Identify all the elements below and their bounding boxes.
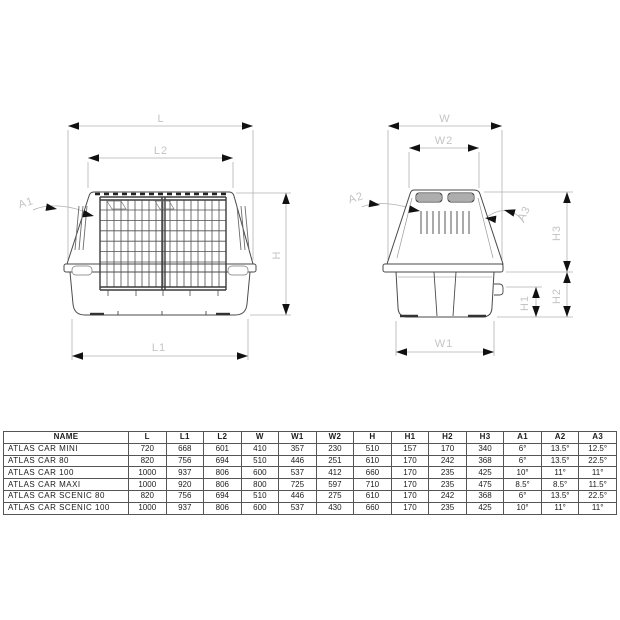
spec-col-header-a2: A2 [541,432,579,444]
spec-col-header-h1: H1 [391,432,429,444]
spec-value: 601 [204,443,242,455]
spec-value: 11.5° [579,479,617,491]
spec-col-header-h3: H3 [466,432,504,444]
spec-value: 537 [279,467,317,479]
dim-label-L1: L1 [151,342,167,354]
spec-value: 368 [466,455,504,467]
spec-value: 660 [354,467,392,479]
spec-row [4,490,617,502]
spec-value: 230 [316,443,354,455]
spec-value: 340 [466,443,504,455]
dim-label-H2: H2 [551,287,563,305]
dim-label-H: H [271,250,283,260]
spec-value: 806 [204,502,242,514]
spec-value: 820 [129,455,167,467]
spec-col-header-l1: L1 [166,432,204,444]
spec-col-header-name: NAME [4,432,129,444]
spec-model-name: ATLAS CAR SCENIC 80 [4,490,129,502]
spec-table [3,431,617,515]
spec-value: 1000 [129,502,167,514]
dim-label-L: L [157,113,165,125]
side-view-drawing [347,113,573,356]
spec-model-name: ATLAS CAR 80 [4,455,129,467]
spec-value: 475 [466,479,504,491]
side-carrier-body [383,190,503,317]
spec-value: 660 [354,502,392,514]
spec-value: 22.5° [579,455,617,467]
spec-value: 13.5° [541,455,579,467]
spec-col-header-h: H [354,432,392,444]
spec-value: 170 [391,490,429,502]
spec-value: 13.5° [541,490,579,502]
spec-col-header-h2: H2 [429,432,467,444]
spec-value: 170 [429,443,467,455]
spec-value: 170 [391,479,429,491]
spec-value: 720 [129,443,167,455]
spec-value: 756 [166,455,204,467]
spec-value: 157 [391,443,429,455]
spec-value: 251 [316,455,354,467]
spec-value: 6° [504,455,542,467]
spec-value: 170 [391,502,429,514]
spec-model-name: ATLAS CAR MINI [4,443,129,455]
spec-value: 6° [504,443,542,455]
spec-value: 937 [166,467,204,479]
spec-value: 425 [466,502,504,514]
spec-value: 610 [354,455,392,467]
dim-label-H3: H3 [551,224,563,242]
spec-row [4,467,617,479]
dim-label-H1: H1 [519,294,531,312]
spec-value: 937 [166,502,204,514]
spec-value: 11° [541,467,579,479]
spec-col-header-l: L [129,432,167,444]
spec-value: 597 [316,479,354,491]
spec-col-header-w1: W1 [279,432,317,444]
dim-label-A2: A2 [346,190,366,207]
spec-value: 600 [241,467,279,479]
spec-value: 13.5° [541,443,579,455]
spec-row [4,443,617,455]
spec-value: 510 [354,443,392,455]
spec-value: 446 [279,490,317,502]
dim-label-A1: A1 [16,195,36,212]
spec-value: 806 [204,467,242,479]
dim-label-W1: W1 [434,338,454,350]
spec-value: 170 [391,455,429,467]
dim-label-A3: A3 [515,203,534,224]
spec-value: 430 [316,502,354,514]
spec-value: 412 [316,467,354,479]
spec-col-header-w2: W2 [316,432,354,444]
spec-value: 275 [316,490,354,502]
spec-value: 600 [241,502,279,514]
spec-col-header-w: W [241,432,279,444]
spec-row [4,502,617,514]
spec-value: 725 [279,479,317,491]
spec-value: 11° [579,502,617,514]
spec-value: 10° [504,502,542,514]
spec-value: 22.5° [579,490,617,502]
spec-value: 694 [204,455,242,467]
spec-value: 410 [241,443,279,455]
spec-value: 8.5° [504,479,542,491]
spec-value: 1000 [129,467,167,479]
spec-value: 510 [241,490,279,502]
spec-value: 357 [279,443,317,455]
spec-value: 368 [466,490,504,502]
spec-value: 12.5° [579,443,617,455]
spec-value: 242 [429,455,467,467]
spec-value: 920 [166,479,204,491]
spec-value: 694 [204,490,242,502]
spec-value: 11° [541,502,579,514]
dim-label-W: W [439,113,451,125]
spec-value: 6° [504,490,542,502]
spec-value: 806 [204,479,242,491]
spec-value: 235 [429,479,467,491]
spec-value: 235 [429,502,467,514]
spec-value: 710 [354,479,392,491]
spec-value: 756 [166,490,204,502]
dim-label-W2: W2 [434,135,454,147]
spec-row [4,479,617,491]
spec-value: 242 [429,490,467,502]
dim-label-L2: L2 [153,145,169,157]
spec-value: 820 [129,490,167,502]
spec-value: 446 [279,455,317,467]
spec-model-name: ATLAS CAR SCENIC 100 [4,502,129,514]
spec-value: 537 [279,502,317,514]
spec-value: 8.5° [541,479,579,491]
spec-value: 510 [241,455,279,467]
spec-table-header [4,432,617,444]
spec-value: 11° [579,467,617,479]
spec-col-header-l2: L2 [204,432,242,444]
front-view-drawing [17,113,291,360]
spec-value: 610 [354,490,392,502]
spec-value: 668 [166,443,204,455]
spec-value: 235 [429,467,467,479]
spec-model-name: ATLAS CAR MAXI [4,479,129,491]
spec-value: 170 [391,467,429,479]
spec-value: 10° [504,467,542,479]
spec-value: 1000 [129,479,167,491]
front-carrier-body [64,192,256,315]
spec-value: 425 [466,467,504,479]
spec-col-header-a1: A1 [504,432,542,444]
spec-row [4,455,617,467]
spec-value: 800 [241,479,279,491]
spec-model-name: ATLAS CAR 100 [4,467,129,479]
spec-col-header-a3: A3 [579,432,617,444]
